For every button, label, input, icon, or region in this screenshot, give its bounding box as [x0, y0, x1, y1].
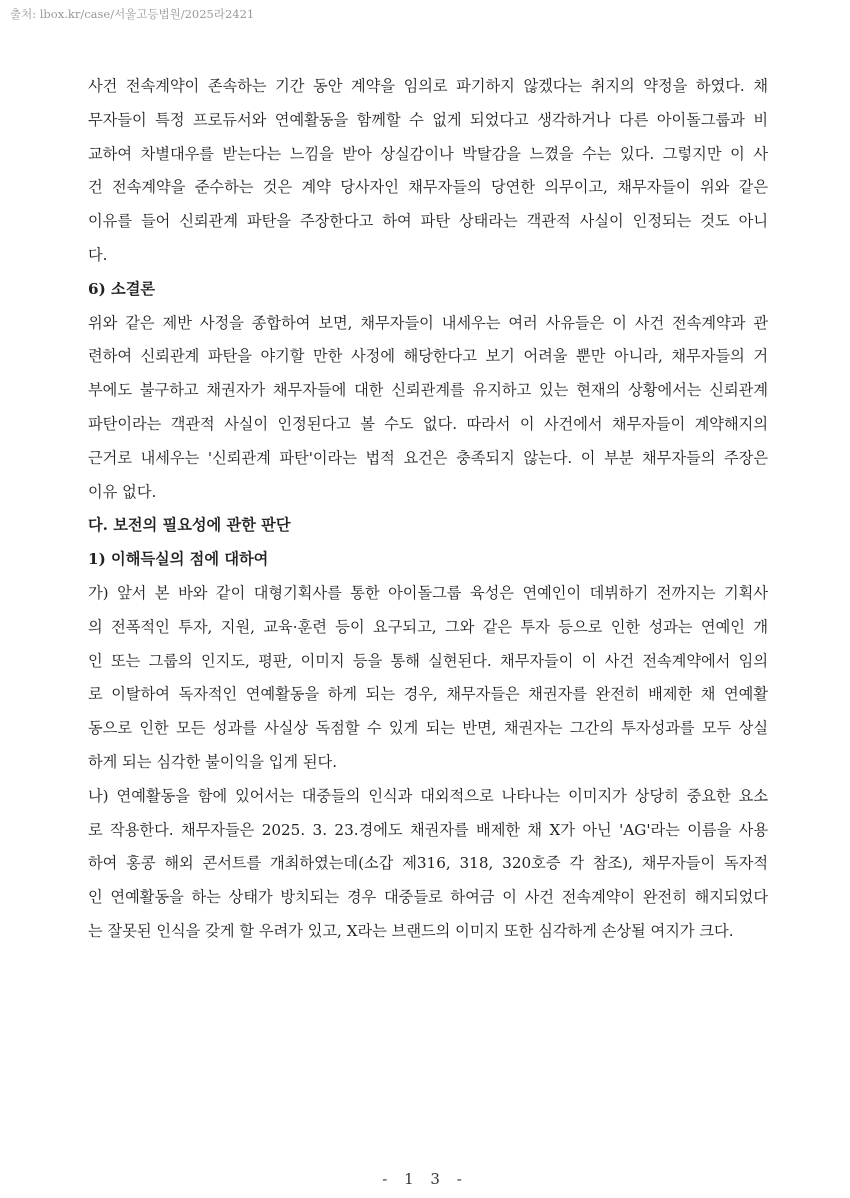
heading-text: 6) 소결론: [88, 279, 156, 298]
text-line: 위와 같은 제반 사정을 종합하여 보면, 채무자들이 내세우는 여러 사유들은 이 사건 전속계약과 관: [88, 313, 768, 332]
text-line: 나) 연예활동을 함에 있어서는 대중들의 인식과 대외적으로 나타나는 이미지가 상당히 중요한 요소: [88, 786, 768, 805]
text-line: 하여 홍콩 해외 콘서트를 개최하였는데(소갑 제316, 318, 320호증 각 참조), 채무자들이 독자적: [88, 854, 768, 873]
section-heading: [88, 509, 768, 543]
text-line: 인 또는 그룹의 인지도, 평판, 이미지 등을 통해 실현된다. 채무자들이 이 사건 전속계약에서 임의: [88, 651, 768, 670]
document-body: [88, 70, 768, 949]
text-line: 부에도 불구하고 채권자가 채무자들에 대한 신뢰관계를 유지하고 있는 현재의 상황에서는 신뢰관계: [88, 381, 768, 400]
text-line: 가) 앞서 본 바와 같이 대형기획사를 통한 아이돌그룹 육성은 연예인이 데뷔하기 전까지는 기획사: [88, 583, 768, 602]
text-line: 파탄이라는 객관적 사실이 인정된다고 볼 수도 없다. 따라서 이 사건에서 채무자들이 계약해지의: [88, 414, 768, 433]
text-line: 로 이탈하여 독자적인 연예활동을 하게 되는 경우, 채무자들은 채권자를 완전히 배제한 채 연예활: [88, 685, 768, 704]
text-line: 무자들이 특정 프로듀서와 연예활동을 함께할 수 없게 되었다고 생각하거나 다른 아이돌그룹과 비: [88, 110, 768, 129]
text-line: 다.: [88, 245, 108, 264]
section-heading: [88, 273, 768, 307]
text-line: 의 전폭적인 투자, 지원, 교육·훈련 등이 요구되고, 그와 같은 투자 등으로 인한 성과는 연예인 개: [88, 617, 768, 636]
page-number: - 1 3 -: [382, 1170, 468, 1188]
text-line: 이유 없다.: [88, 482, 157, 501]
text-line: 이유를 들어 신뢰관계 파탄을 주장한다고 하여 파탄 상태라는 객관적 사실이 인정되는 것도 아니: [88, 212, 768, 231]
heading-text: 다. 보전의 필요성에 관한 판단: [88, 516, 291, 535]
paragraph: [88, 70, 768, 273]
text-line: 근거로 내세우는 '신뢰관계 파탄'이라는 법적 요건은 충족되지 않는다. 이 부분 채무자들의 주장은: [88, 448, 768, 467]
text-line: 건 전속계약을 준수하는 것은 계약 당사자인 채무자들의 당연한 의무이고, 채무자들이 위와 같은: [88, 178, 768, 197]
text-line: 인 연예활동을 하는 상태가 방치되는 경우 대중들로 하여금 이 사건 전속계약이 완전히 해지되었다: [88, 888, 768, 907]
text-line: 사건 전속계약이 존속하는 기간 동안 계약을 임의로 파기하지 않겠다는 취지의 약정을 하였다. 채: [88, 77, 768, 95]
text-line: 교하여 차별대우를 받는다는 느낌을 받아 상실감이나 박탈감을 느꼈을 수는 있다. 그렇지만 이 사: [88, 144, 768, 163]
paragraph: [88, 780, 768, 949]
paragraph: [88, 577, 768, 780]
text-line: 동으로 인한 모든 성과를 사실상 독점할 수 있게 되는 반면, 채권자는 그간의 투자성과를 모두 상실: [88, 719, 768, 738]
text-line: 로 작용한다. 채무자들은 2025. 3. 23.경에도 채권자를 배제한 채 X가 아닌 'AG'라는 이름을 사용: [88, 820, 768, 839]
text-line: 련하여 신뢰관계 파탄을 야기할 만한 사정에 해당한다고 보기 어려울 뿐만 아니라, 채무자들의 거: [88, 347, 768, 366]
source-url: 출처: lbox.kr/case/서울고등법원/2025라2421: [10, 7, 255, 21]
text-line: 하게 되는 심각한 불이익을 입게 된다.: [88, 752, 338, 771]
paragraph: [88, 307, 768, 510]
text-line: 는 잘못된 인식을 갖게 할 우려가 있고, X라는 브랜드의 이미지 또한 심각하게 손상될 여지가 크다.: [88, 921, 734, 940]
section-heading: [88, 543, 768, 577]
heading-text: 1) 이해득실의 점에 대하여: [88, 550, 269, 569]
